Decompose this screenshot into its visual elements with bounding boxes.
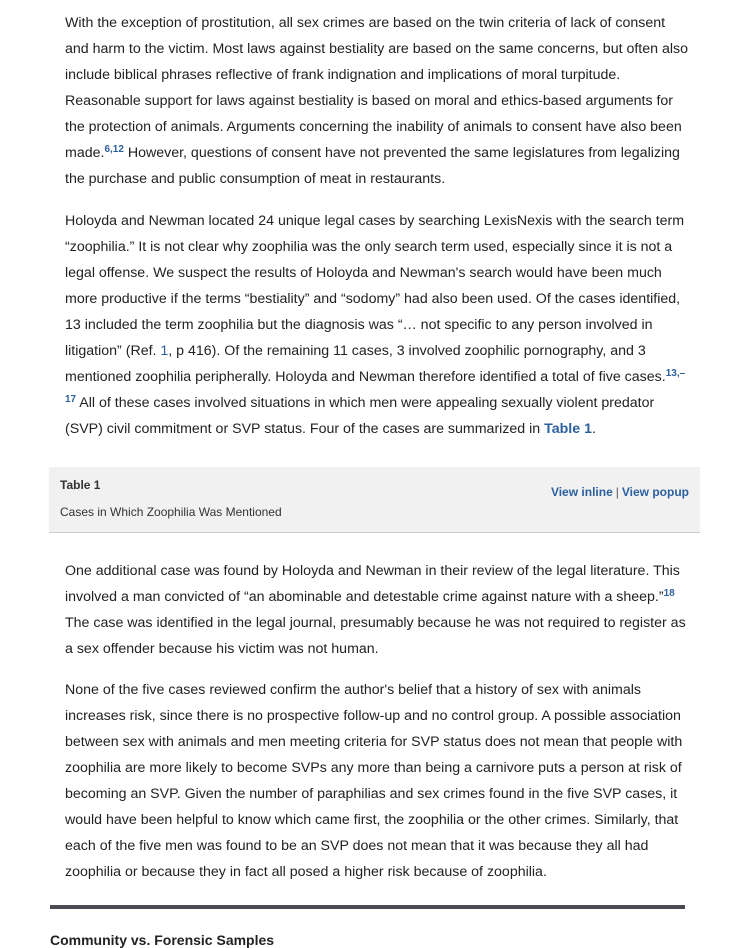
section-heading: Community vs. Forensic Samples [50, 932, 275, 948]
paragraph-text: However, questions of consent have not prevented the same legislatures from legalizing the purchase and public consumption of meat in restaurants. [65, 145, 680, 187]
reference-link[interactable]: 1 [160, 343, 169, 359]
view-inline-link[interactable]: View inline [550, 485, 613, 499]
table-1-box [49, 467, 700, 533]
paragraph-risk-analysis [65, 677, 690, 885]
table-1-link[interactable]: Table 1 [544, 421, 592, 437]
paragraph-consent [65, 10, 690, 192]
view-popup-link[interactable]: View popup [621, 485, 689, 499]
citation-link[interactable]: 18 [663, 588, 675, 599]
table-label: Table 1 [60, 478, 101, 492]
link-separator: | [615, 485, 619, 499]
table-caption: Cases in Which Zoophilia Was Mentioned [60, 505, 282, 519]
paragraph-text: The case was identified in the legal journal, presumably because he was not required to register as a sex offender because his victim was not human. [65, 615, 686, 657]
paragraph-text: One additional case was found by Holoyda and Newman in their review of the legal literature. This involved a man convicted of “an abominable and detestable crime against nature with a sheep.” [65, 563, 680, 605]
section-divider [50, 905, 685, 909]
citation-link[interactable]: 13,–17 [65, 368, 686, 405]
paragraph-text: . [591, 421, 596, 437]
paragraph-text: All of these cases involved situations in which men were appealing sexually violent predator (SVP) civil commitment or SVP status. Four of the cases are summarized in [65, 395, 655, 437]
citation-link[interactable]: 6,12 [104, 144, 124, 155]
paragraph-legal-cases [65, 208, 690, 442]
paragraph-text: With the exception of prostitution, all sex crimes are based on the twin criteria of lack of consent and harm to the victim. Most laws against bestiality are based on the same concerns, but often also include biblical phrases reflective of frank indignation and implications of moral turpitude. Reasonable support for laws against bestiality is based on moral and ethics-based arguments for the protection of animals. Arguments concerning the inability of animals to consent have also been made. [65, 15, 688, 161]
table-actions [551, 485, 689, 499]
paragraph-additional-case [65, 558, 690, 662]
paragraph-text: Holoyda and Newman located 24 unique legal cases by searching LexisNexis with the search term “zoophilia.” It is not clear why zoophilia was the only search term used, especially since it is not a legal offense. We suspect the results of Holoyda and Newman's search would have been much more productive if the terms “bestiality” and “sodomy” had also been used. Of the cases identified, 13 included the term zoophilia but the diagnosis was “… not specific to any person involved in litigation” (Ref. [65, 213, 685, 359]
paragraph-text: , p 416). Of the remaining 11 cases, 3 involved zoophilic pornography, and 3 mentioned zoophilia peripherally. Holoyda and Newman therefore identified a total of five cases. [65, 343, 666, 385]
paragraph-text: None of the five cases reviewed confirm the author's belief that a history of sex with animals increases risk, since there is no prospective follow-up and no control group. A possible association between sex with animals and men meeting criteria for SVP status does not mean that people with zoophilia are more likely to become SVPs any more than being a carnivore puts a person at risk of becoming an SVP. Given the number of paraphilias and sex crimes found in the five SVP cases, it would have been helpful to know which came first, the zoophilia or the other crimes. Similarly, that each of the five men was found to be an SVP does not mean that it was because they all had zoophilia or because they in fact all posed a higher risk because of zoophilia. [65, 682, 683, 880]
